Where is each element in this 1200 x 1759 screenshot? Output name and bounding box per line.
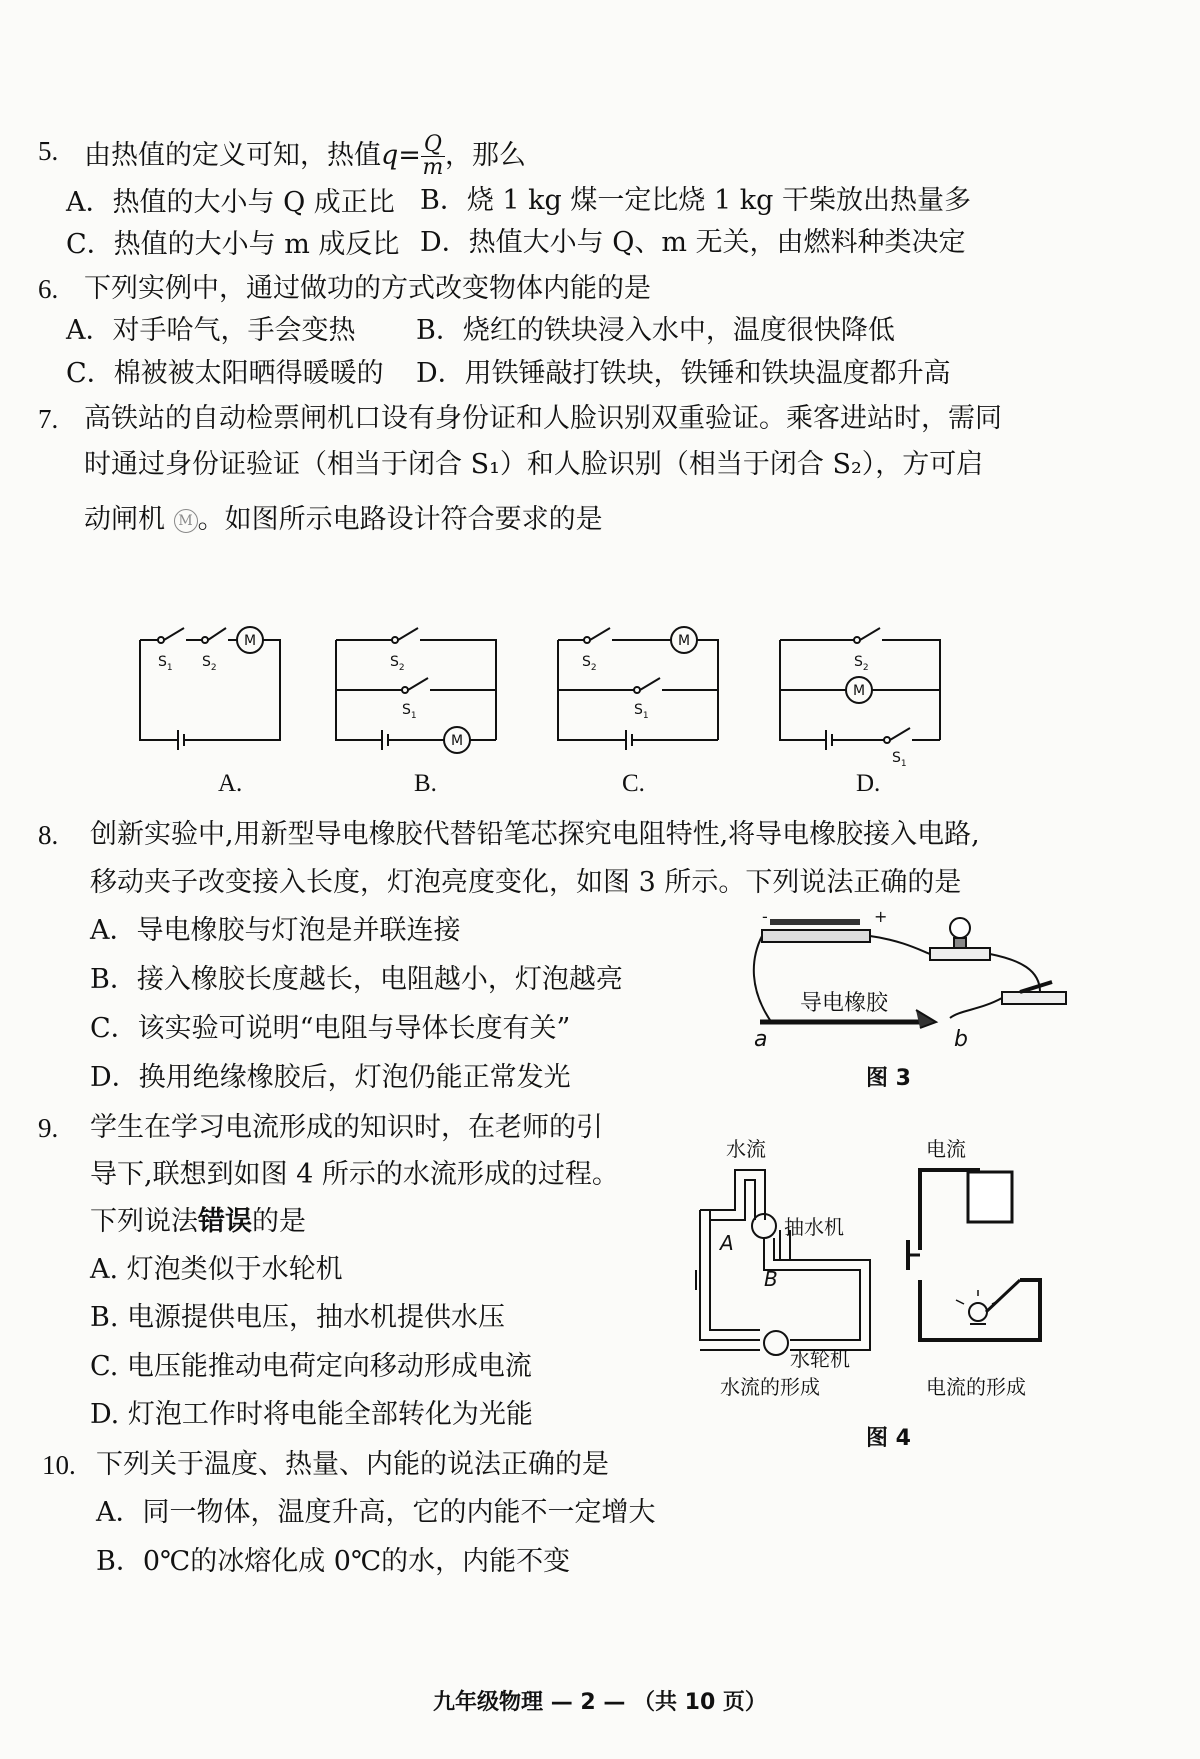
q5-stem [84,134,526,179]
q5-number: 5. [38,136,59,166]
fig3-rubber-label: 导电橡胶 [800,991,889,1016]
q8-line2: 移动夹子改变接入长度，灯泡亮度变化，如图 3 所示。下列说法正确的是 [90,867,962,898]
circuit-b-s1: $S_1$ [402,702,417,721]
circuit-b [336,628,496,753]
q9-line3-end: 的是 [252,1206,306,1237]
fig4-pump-label: 抽水机 [784,1215,844,1239]
circuit-c-s1: $S_1$ [634,702,649,721]
q6-option-b: B．烧红的铁块浸入水中，温度很快降低 [416,315,895,346]
q9-emphasis: 错误 [198,1206,252,1237]
figure-3 [740,900,1080,1050]
fig4-water-title: 水流 [726,1137,766,1161]
fig3-minus: - [762,907,768,926]
q5-option-a: A．热值的大小与 Q 成正比 [66,187,395,218]
q5-option-b: B．烧 1 kg 煤一定比烧 1 kg 干柴放出热量多 [420,185,971,216]
q9-line2: 导下,联想到如图 4 所示的水流形成的过程。 [90,1159,619,1190]
fig4-turbine-label: 水轮机 [790,1347,850,1371]
q10-option-b: B．0℃的冰熔化成 0℃的水，内能不变 [96,1546,571,1577]
bulb-icon [950,918,970,938]
battery-icon [762,930,870,942]
q8-option-a: A．导电橡胶与灯泡是并联连接 [90,915,461,946]
q9-option-a: A. 灯泡类似于水轮机 [90,1254,343,1285]
q9-line3 [90,1205,306,1239]
fig4-current-caption: 电流的形成 [926,1375,1026,1399]
circuit-d-label: D. [856,770,881,797]
fig3-point-a: a [754,1027,768,1050]
circuit-a [140,627,280,750]
q6-option-d: D．用铁锤敲打铁块，铁锤和铁块温度都升高 [416,358,951,389]
q5-formula-var: q [381,140,399,171]
q5-option-c: C．热值的大小与 m 成反比 [66,229,400,260]
q8-option-b: B．接入橡胶长度越长，电阻越小，灯泡越亮 [90,964,623,995]
circuit-a-s1: $S_1$ [158,654,173,673]
q7-number: 7. [38,404,59,434]
q6-stem: 下列实例中，通过做功的方式改变物体内能的是 [84,273,651,304]
q7-line1: 高铁站的自动检票闸机口设有身份证和人脸识别双重验证。乘客进站时，需同 [84,403,1002,434]
circuit-b-s2: $S_2$ [390,654,405,673]
q7-line2: 时通过身份证验证（相当于闭合 S₁）和人脸识别（相当于闭合 S₂），方可启 [84,449,984,480]
circuit-b-label: B. [414,770,437,797]
q9-option-c: C. 电压能推动电荷定向移动形成电流 [90,1351,532,1382]
fig4-point-b: B [764,1267,778,1291]
circuit-a-motor: M [244,633,257,649]
q5-fraction-den: m [422,155,444,180]
power-source-icon [968,1172,1012,1222]
circuit-c [558,627,718,750]
q10-stem: 下列关于温度、热量、内能的说法正确的是 [96,1449,609,1480]
motor-icon: M [174,509,198,533]
circuit-a-s2: $S_2$ [202,654,217,673]
lamp-icon [969,1303,987,1321]
q9-option-b: B. 电源提供电压，抽水机提供水压 [90,1302,506,1333]
turbine-icon [764,1331,788,1355]
fig4-point-a: A [720,1231,734,1255]
electric-current-diagram [908,1170,1040,1340]
q8-option-c: C．该实验可说明“电阻与导体长度有关” [90,1013,571,1044]
q8-option-d: D．换用绝缘橡胶后，灯泡仍能正常发光 [90,1062,571,1093]
q9-option-d: D. 灯泡工作时将电能全部转化为光能 [90,1399,533,1430]
q9-number: 9. [38,1113,59,1143]
circuit-a-label: A. [218,770,243,797]
q8-number: 8. [38,820,59,850]
q5-stem-end: ，那么 [444,140,526,171]
q5-formula-eq: = [398,140,421,171]
q5-stem-text: 由热值的定义可知，热值 [84,140,381,171]
circuit-d-s1: $S_1$ [892,750,907,769]
figure-4-caption: 图 4 [866,1426,911,1451]
circuit-c-motor: M [678,633,691,649]
q10-option-a: A．同一物体，温度升高，它的内能不一定增大 [96,1497,656,1528]
figure-3-caption: 图 3 [866,1066,911,1091]
q7-line3-end: 。如图所示电路设计符合要求的是 [197,504,603,535]
circuit-c-s2: $S_2$ [582,654,597,673]
circuit-d-s2: $S_2$ [854,654,869,673]
q5-option-d: D．热值大小与 Q、m 无关，由燃料种类决定 [420,227,966,258]
circuit-d-motor: M [853,683,866,699]
circuit-b-motor: M [451,733,464,749]
q8-line1: 创新实验中,用新型导电橡胶代替铅笔芯探究电阻特性,将导电橡胶接入电路, [90,819,980,850]
fig3-point-b: b [954,1027,968,1050]
q7-circuit-diagrams [120,622,1080,792]
q10-number: 10. [42,1450,76,1480]
page-footer: 九年级物理 — 2 — （共 10 页） [433,1690,767,1715]
circuit-c-label: C. [622,770,645,797]
fig4-current-title: 电流 [926,1137,966,1161]
figure-4 [680,1130,1080,1400]
switch-icon [1002,992,1066,1004]
q9-line3-text: 下列说法 [90,1206,198,1237]
q5-fraction-num: Q [421,134,445,157]
fig4-water-caption: 水流的形成 [720,1375,820,1399]
q9-line1: 学生在学习电流形成的知识时，在老师的引 [90,1112,603,1143]
water-flow-diagram [696,1170,870,1355]
q6-option-c: C．棉被被太阳晒得暖暖的 [66,358,384,389]
q5-fraction [421,134,445,179]
q6-number: 6. [38,274,59,304]
fig3-plus: + [874,907,888,926]
q7-line3 [84,503,603,537]
q6-option-a: A．对手哈气，手会变热 [66,315,356,346]
q7-line3-text: 动闸机 [84,504,165,535]
